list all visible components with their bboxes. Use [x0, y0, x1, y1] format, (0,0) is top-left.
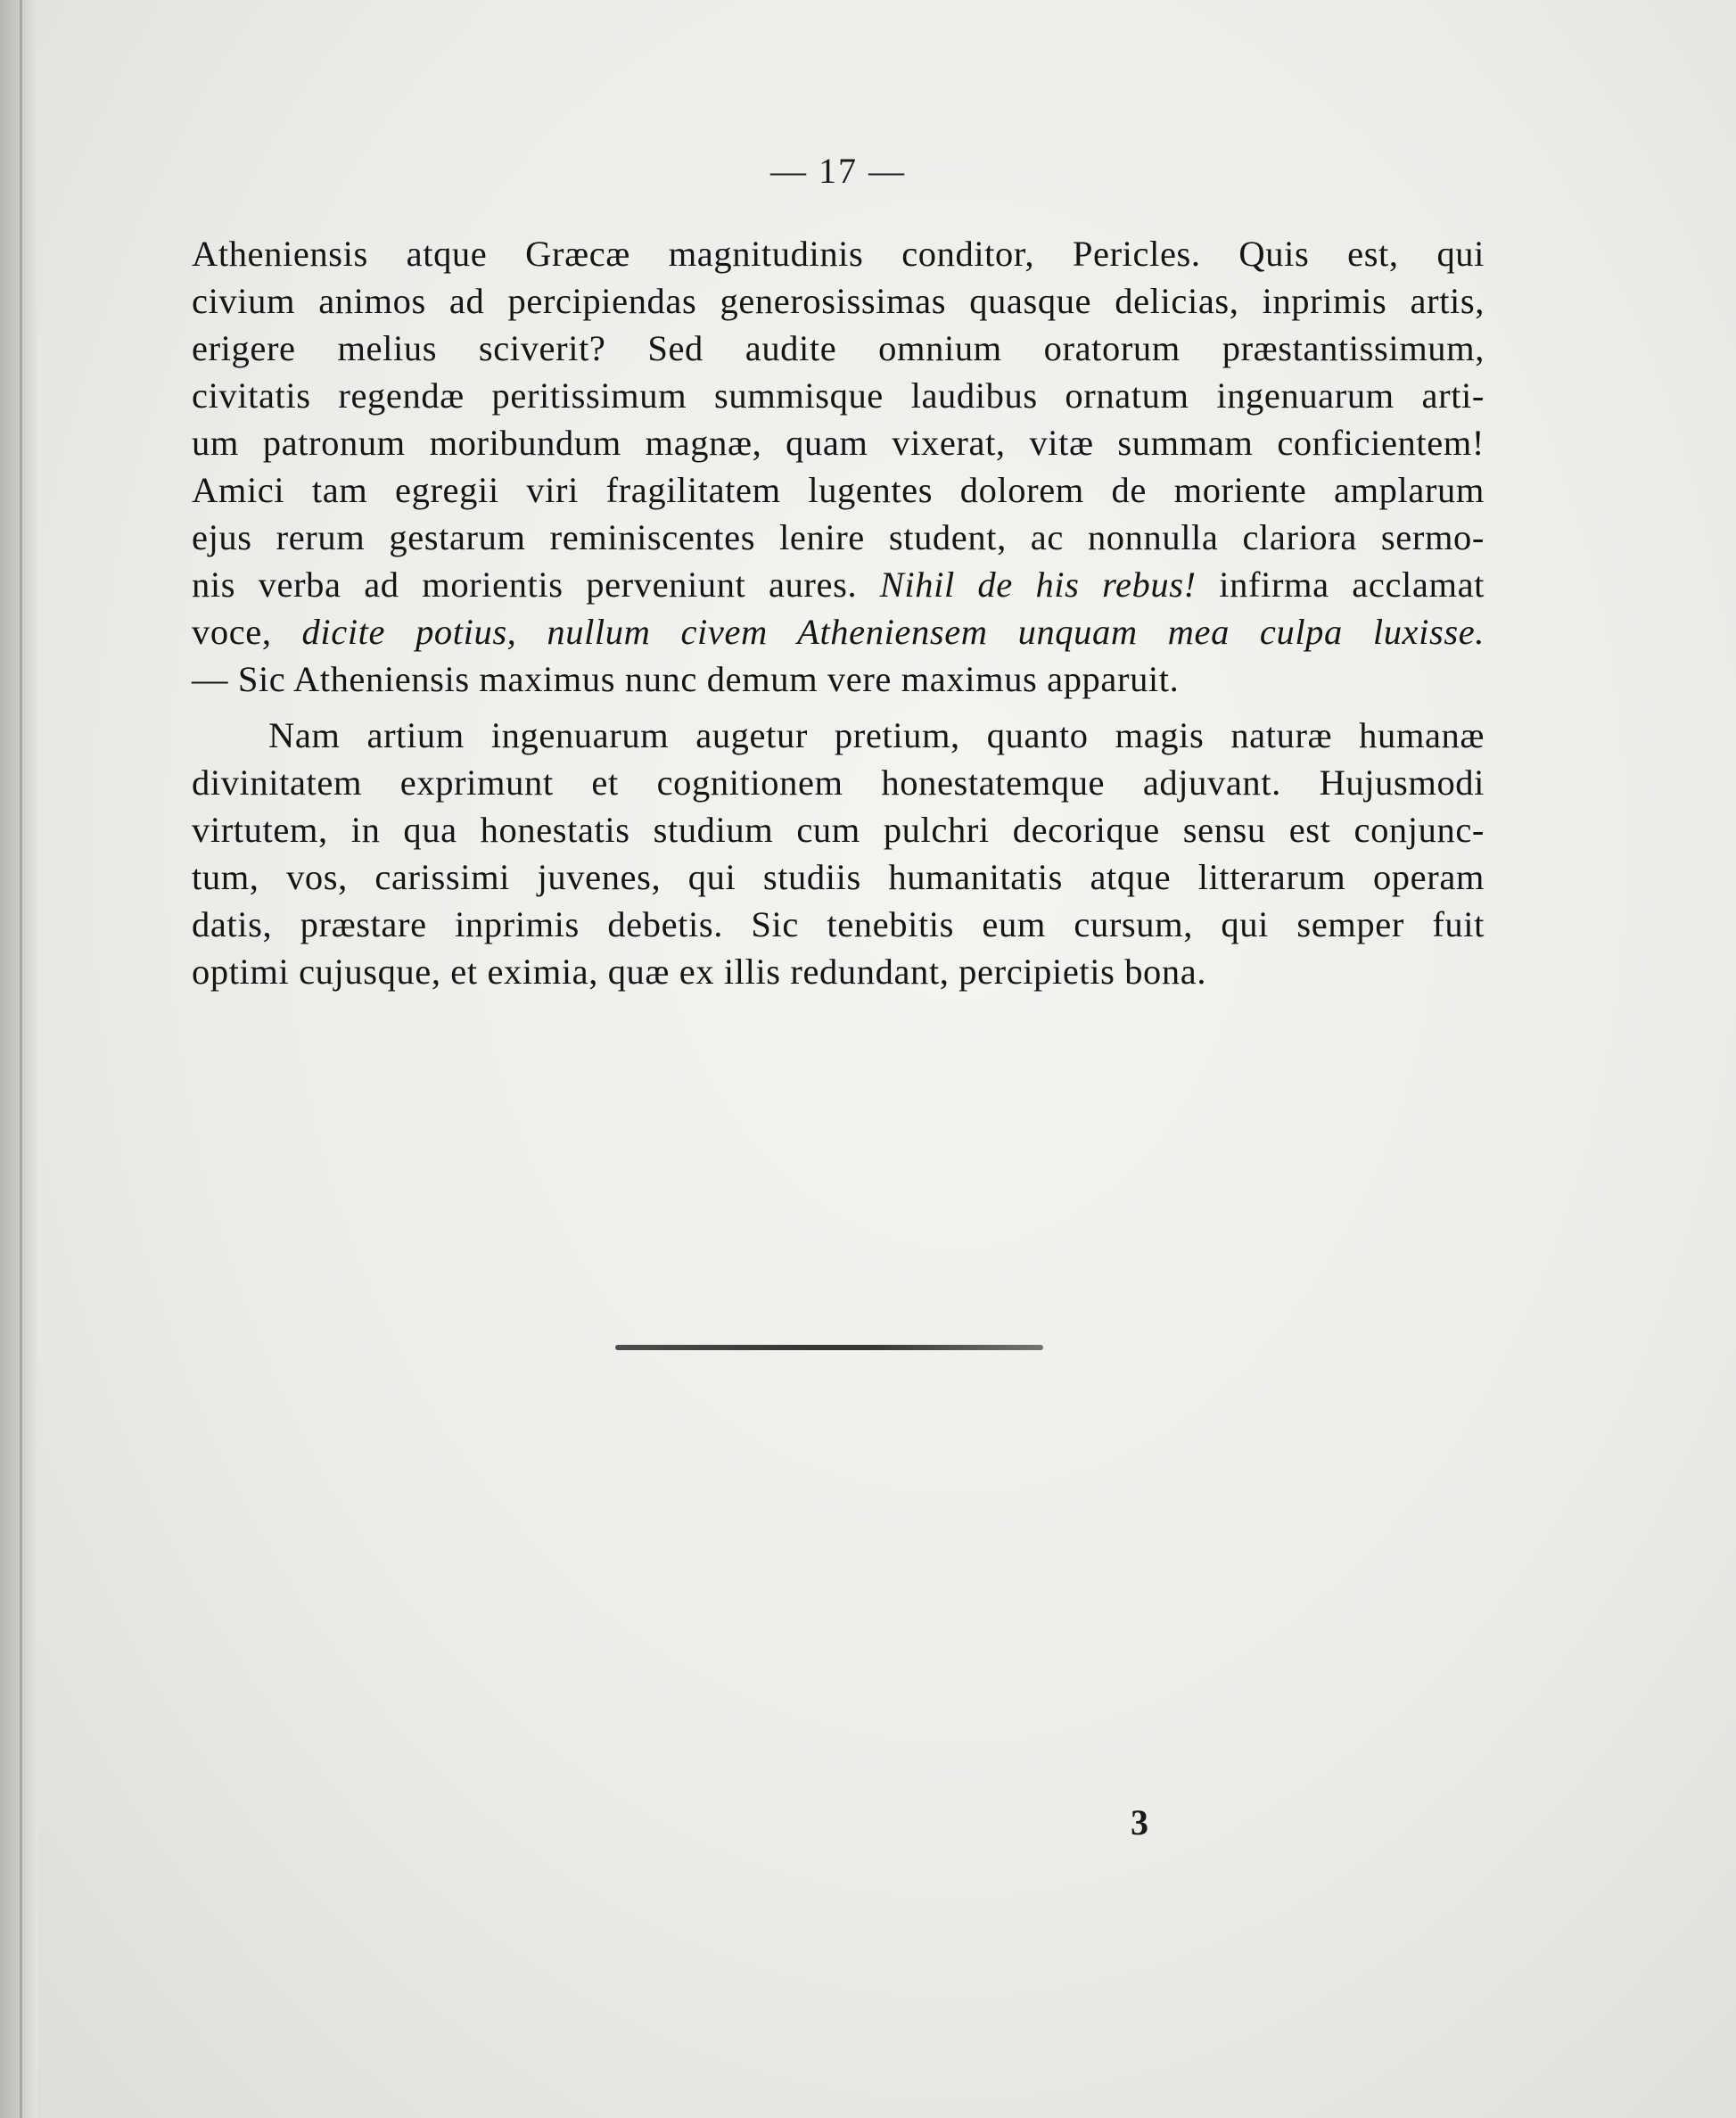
- body-text: [192, 230, 1485, 995]
- text-line: virtutem, in qua honestatis studium cum pulchri decorique sensu est conjunc-: [192, 810, 1485, 850]
- paragraph-gap: [192, 703, 1485, 712]
- text-line: — Sic Atheniensis maximus nunc demum vere maximus apparuit.: [192, 659, 1180, 699]
- text-line-with-quote: [192, 561, 1485, 608]
- page-gutter: [0, 0, 37, 2118]
- text-segment: infirma acclamat: [1196, 565, 1485, 605]
- italic-quote: Nihil de his rebus!: [879, 565, 1197, 605]
- text-segment: voce,: [192, 612, 302, 652]
- text-line: ejus rerum gestarum reminiscentes lenire student, ac nonnulla clariora sermo-: [192, 517, 1485, 557]
- text-line: optimi cujusque, et eximia, quæ ex illis redundant, percipietis bona.: [192, 952, 1207, 992]
- signature-mark: 3: [1131, 1802, 1148, 1842]
- text-line: erigere melius sciverit? Sed audite omnium oratorum præstantissimum,: [192, 328, 1485, 368]
- text-line: um patronum moribundum magnæ, quam vixerat, vitæ summam conficientem!: [192, 423, 1485, 463]
- text-line: civium animos ad percipiendas generosissimas quasque delicias, inprimis artis,: [192, 281, 1485, 321]
- italic-quote: dicite potius, nullum civem Atheniensem unquam mea culpa luxisse.: [301, 612, 1485, 652]
- text-segment: nis verba ad morientis perveniunt aures.: [192, 565, 858, 605]
- text-line: Amici tam egregii viri fragilitatem lugentes dolorem de moriente amplarum: [192, 470, 1485, 510]
- text-line: divinitatem exprimunt et cognitionem honestatemque adjuvant. Hujusmodi: [192, 762, 1485, 803]
- show-through-rule: [615, 1345, 1043, 1350]
- text-line: civitatis regendæ peritissimum summisque laudibus ornatum ingenuarum arti-: [192, 375, 1485, 416]
- page-number: — 17 —: [770, 151, 906, 191]
- text-line: Nam artium ingenuarum augetur pretium, quanto magis naturæ humanæ: [268, 715, 1485, 755]
- text-line: datis, præstare inprimis debetis. Sic tenebitis eum cursum, qui semper fuit: [192, 904, 1485, 944]
- text-line: tum, vos, carissimi juvenes, qui studiis humanitatis atque litterarum operam: [192, 857, 1485, 897]
- text-line: Atheniensis atque Græcæ magnitudinis conditor, Pericles. Quis est, qui: [192, 234, 1485, 274]
- text-line-with-quote: [192, 608, 1485, 655]
- gutter-line: [20, 0, 22, 2118]
